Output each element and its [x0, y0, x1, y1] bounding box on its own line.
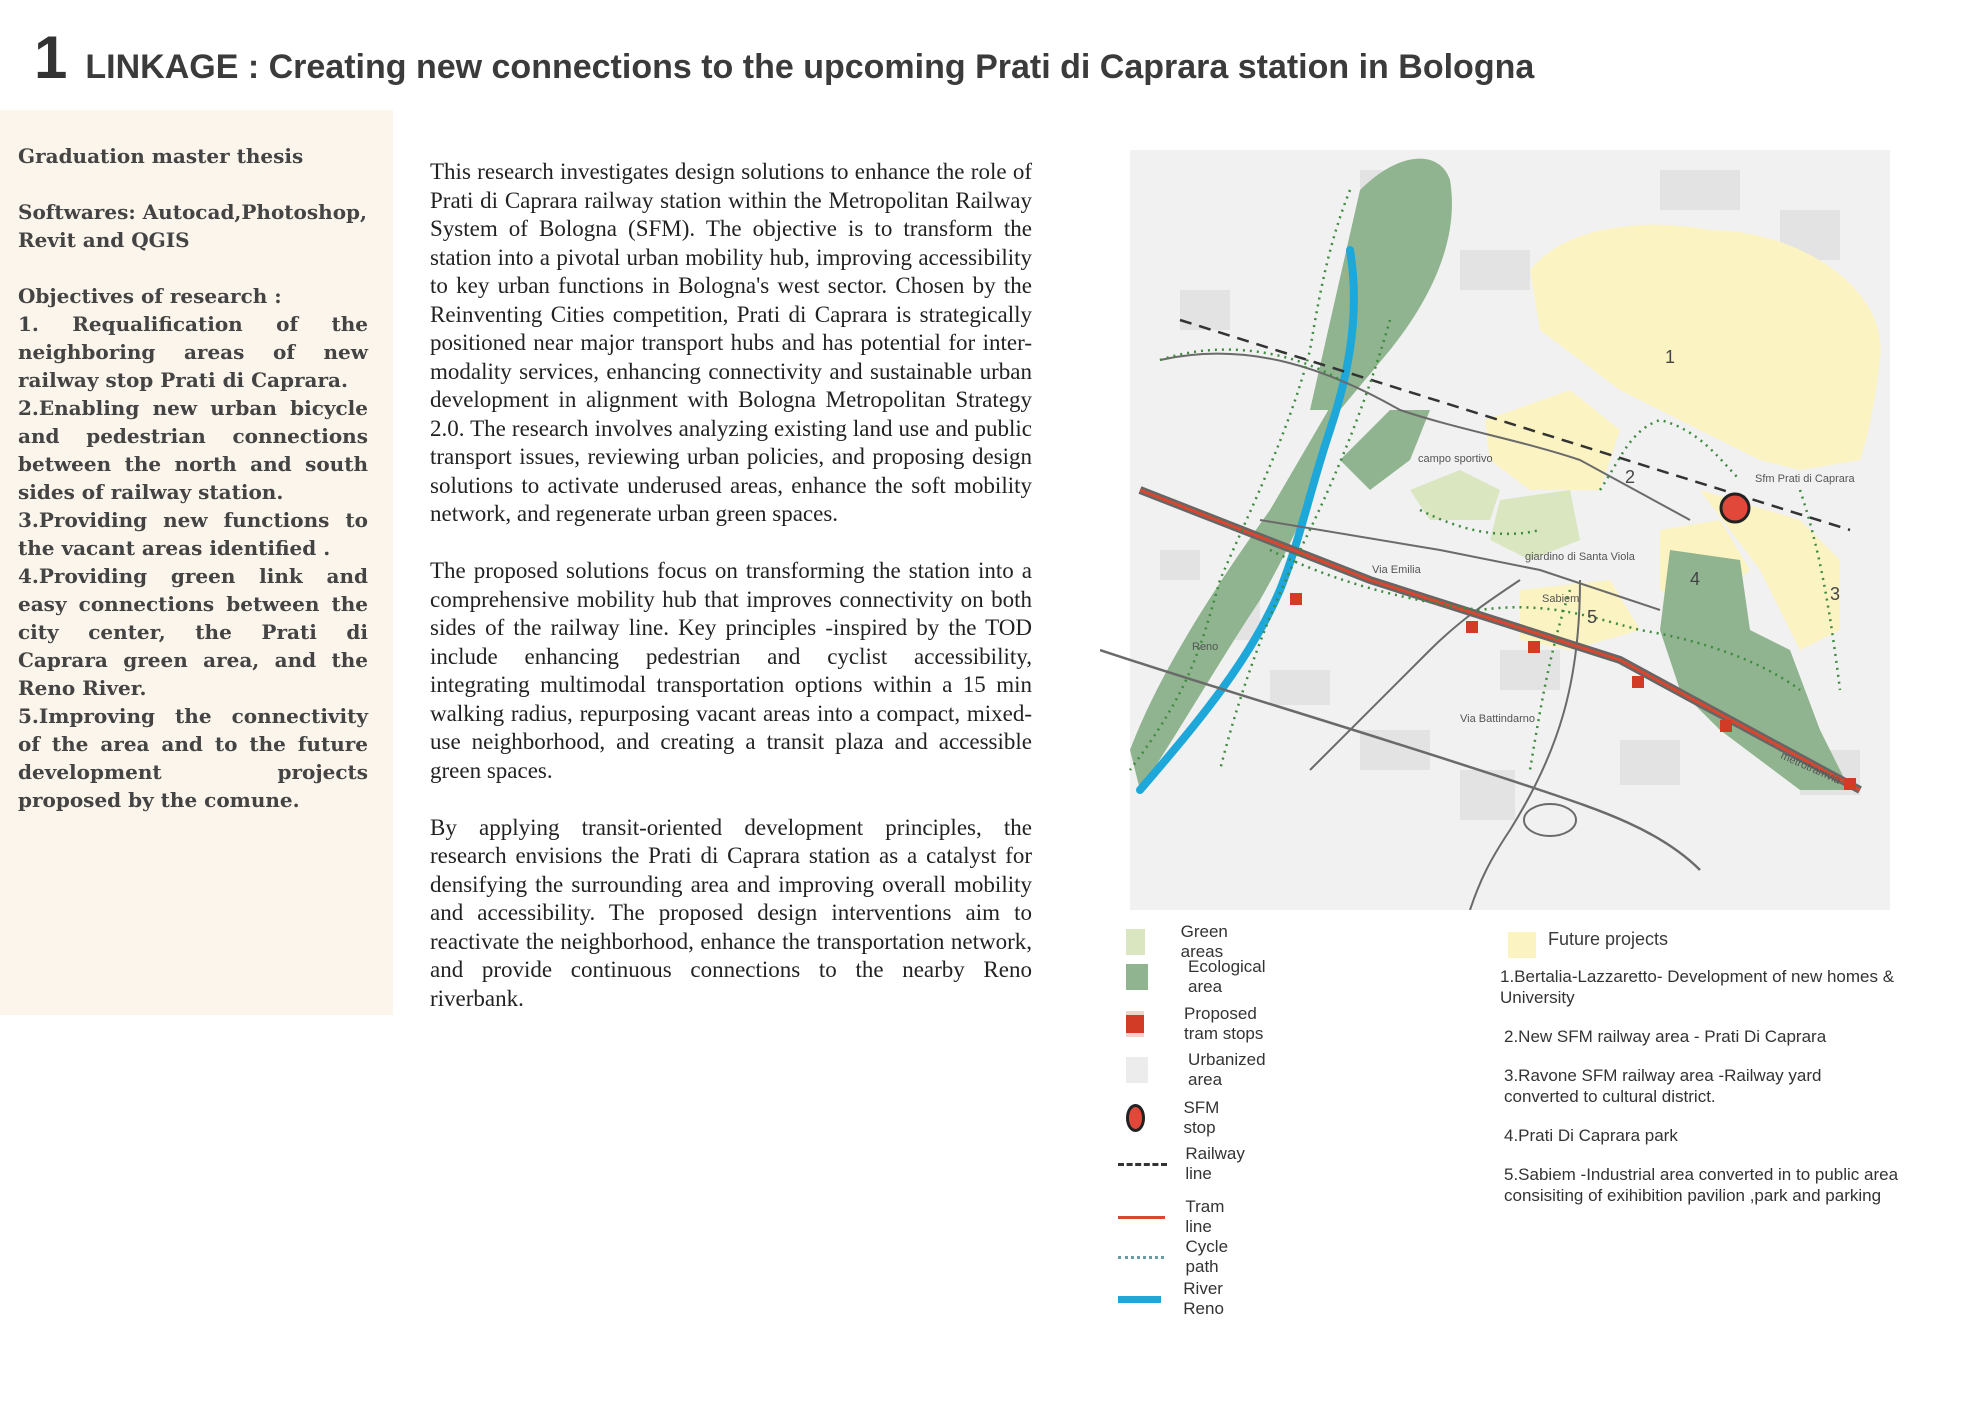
- legend-sfm-stop: [1126, 1098, 1228, 1138]
- legend-ecological: [1126, 957, 1274, 997]
- body-paragraph: This research investigates design solutions to enhance the role of Prati di Caprara railway station within the Metropolitan Railway System of Bologna (SFM). The objective is to transform the station into a pivotal urban mobility hub, improving accessibility to key urban functions in Bologna's west sector. Chosen by the Reinventing Cities competition, Prati di Caprara is strategically positioned near major transport hubs and has potential for inter-modality services, enhancing connectivity and sustainable urban development in alignment with Bologna Metropolitan Strategy 2.0. The research involves analyzing existing land use and public transport issues, reviewing urban policies, and proposing design solutions to activate underused areas, enhance the soft mobility network, and regenerate urban green spaces.: [430, 159, 1032, 526]
- legend-urbanized: [1126, 1050, 1274, 1090]
- body-paragraph: By applying transit-oriented development principles, the research envisions the Prati di Caprara station as a catalyst for densifying the surrounding area and improving overall mobility and accessibility. The proposed design interventions aim to reactivate the neighborhood, enhance the transportation network, and provide continuous connections to the nearby Reno riverbank.: [430, 814, 1032, 1011]
- legend-tram-stops: [1126, 1004, 1269, 1044]
- map-label-via-battindarno: Via Battindarno: [1460, 713, 1536, 725]
- softwares-label: Softwares: Autocad,Photoshop, Revit and QGIS: [18, 200, 367, 252]
- objective-item: 1. Requalification of the neighboring areas of new railway stop Prati di Caprara.: [18, 312, 368, 392]
- future-project-item: 1.Bertalia-Lazzaretto- Development of new homes & University: [1500, 967, 1895, 1007]
- legend-railway: [1118, 1144, 1258, 1184]
- ecological-swatch: [1126, 964, 1148, 990]
- map-label-campo: campo sportivo: [1418, 453, 1493, 465]
- river-swatch: [1118, 1296, 1161, 1303]
- tram-line-swatch: [1118, 1216, 1165, 1219]
- future-projects-list: [1500, 966, 1900, 1224]
- railway-line-swatch: [1118, 1163, 1167, 1166]
- objective-item: 4.Providing green link and easy connections between the city center, the Prati di Caprara green area, and the Reno River.: [18, 564, 368, 700]
- objectives-title: Objectives of research :: [18, 284, 282, 308]
- future-project-item: 4.Prati Di Caprara park: [1504, 1126, 1678, 1145]
- zone-label: 3: [1830, 584, 1841, 604]
- legend-tram-line: [1118, 1197, 1239, 1237]
- future-project-item: 3.Ravone SFM railway area -Railway yard converted to cultural district.: [1504, 1066, 1822, 1106]
- future-project-item: 5.Sabiem -Industrial area converted in to public area consisiting of exihibition pavilion ,park and parking: [1504, 1165, 1899, 1205]
- legend-label: Proposed tram stops: [1184, 1004, 1264, 1043]
- legend-label: Ecological area: [1188, 957, 1266, 996]
- future-projects-swatch: [1508, 932, 1536, 958]
- legend-label: Tram line: [1185, 1197, 1225, 1236]
- page-header: [34, 24, 1535, 91]
- sfm-stop-icon: [1126, 1104, 1145, 1132]
- tram-stop-swatch: [1126, 1011, 1144, 1037]
- legend-label: Green areas: [1180, 922, 1228, 961]
- objective-item: 3.Providing new functions to the vacant areas identified .: [18, 508, 368, 560]
- legend-river: [1118, 1279, 1243, 1319]
- urbanized-swatch: [1126, 1057, 1148, 1083]
- legend-label: Urbanized area: [1188, 1050, 1266, 1089]
- legend-green-areas: [1126, 922, 1239, 962]
- research-description: [430, 158, 1032, 1042]
- legend-label: Railway line: [1185, 1144, 1245, 1183]
- thesis-label: Graduation master thesis: [18, 144, 304, 168]
- site-map: [1100, 130, 1900, 910]
- zone-label: 2: [1625, 467, 1636, 487]
- body-paragraph: The proposed solutions focus on transforming the station into a comprehensive mobility hub that improves connectivity on both sides of the railway line. Key principles -inspired by the TOD include enhancing pedestrian and cyclist accessibility, integrating multimodal transportation options within a 15 min walking radius, repurposing vacant areas into a compact, mixed-use neighborhood, and creating a transit plaza and accessible green spaces.: [430, 558, 1032, 783]
- sidebar-text: [18, 142, 368, 814]
- map-label-giardino: giardino di Santa Viola: [1525, 551, 1635, 563]
- zone-label: 1: [1665, 347, 1676, 367]
- legend-label: Cycle path: [1185, 1237, 1229, 1276]
- legend-label: River Reno: [1183, 1279, 1224, 1318]
- map-label-metrotramvia: metrotramvia: [1778, 749, 1843, 787]
- cycle-path-swatch: [1118, 1256, 1164, 1259]
- legend-cycle-path: [1118, 1237, 1245, 1277]
- section-number: 1: [34, 24, 68, 91]
- objective-item: 5.Improving the connectivity of the area and to the future development projects proposed by the comune.: [18, 704, 368, 812]
- legend-label: SFM stop: [1183, 1098, 1220, 1137]
- sfm-stop-marker: [1721, 494, 1749, 522]
- future-projects-title: Future projects: [1548, 929, 1669, 949]
- zone-label: 5: [1587, 607, 1598, 627]
- zone-label: 4: [1690, 569, 1701, 589]
- map-label-sfm: Sfm Prati di Caprara: [1755, 473, 1855, 485]
- map-label-via-emilia: Via Emilia: [1372, 564, 1421, 576]
- map-label-reno: Reno: [1192, 641, 1219, 653]
- page-title: LINKAGE : Creating new connections to the upcoming Prati di Caprara station in Bologna: [85, 48, 1535, 86]
- future-project-item: 2.New SFM railway area - Prati Di Caprara: [1504, 1027, 1827, 1046]
- map-label-sabiem: Sabiem: [1542, 593, 1580, 605]
- objective-item: 2.Enabling new urban bicycle and pedestrian connections between the north and south sides of railway station.: [18, 396, 368, 504]
- green-area-swatch: [1126, 929, 1145, 955]
